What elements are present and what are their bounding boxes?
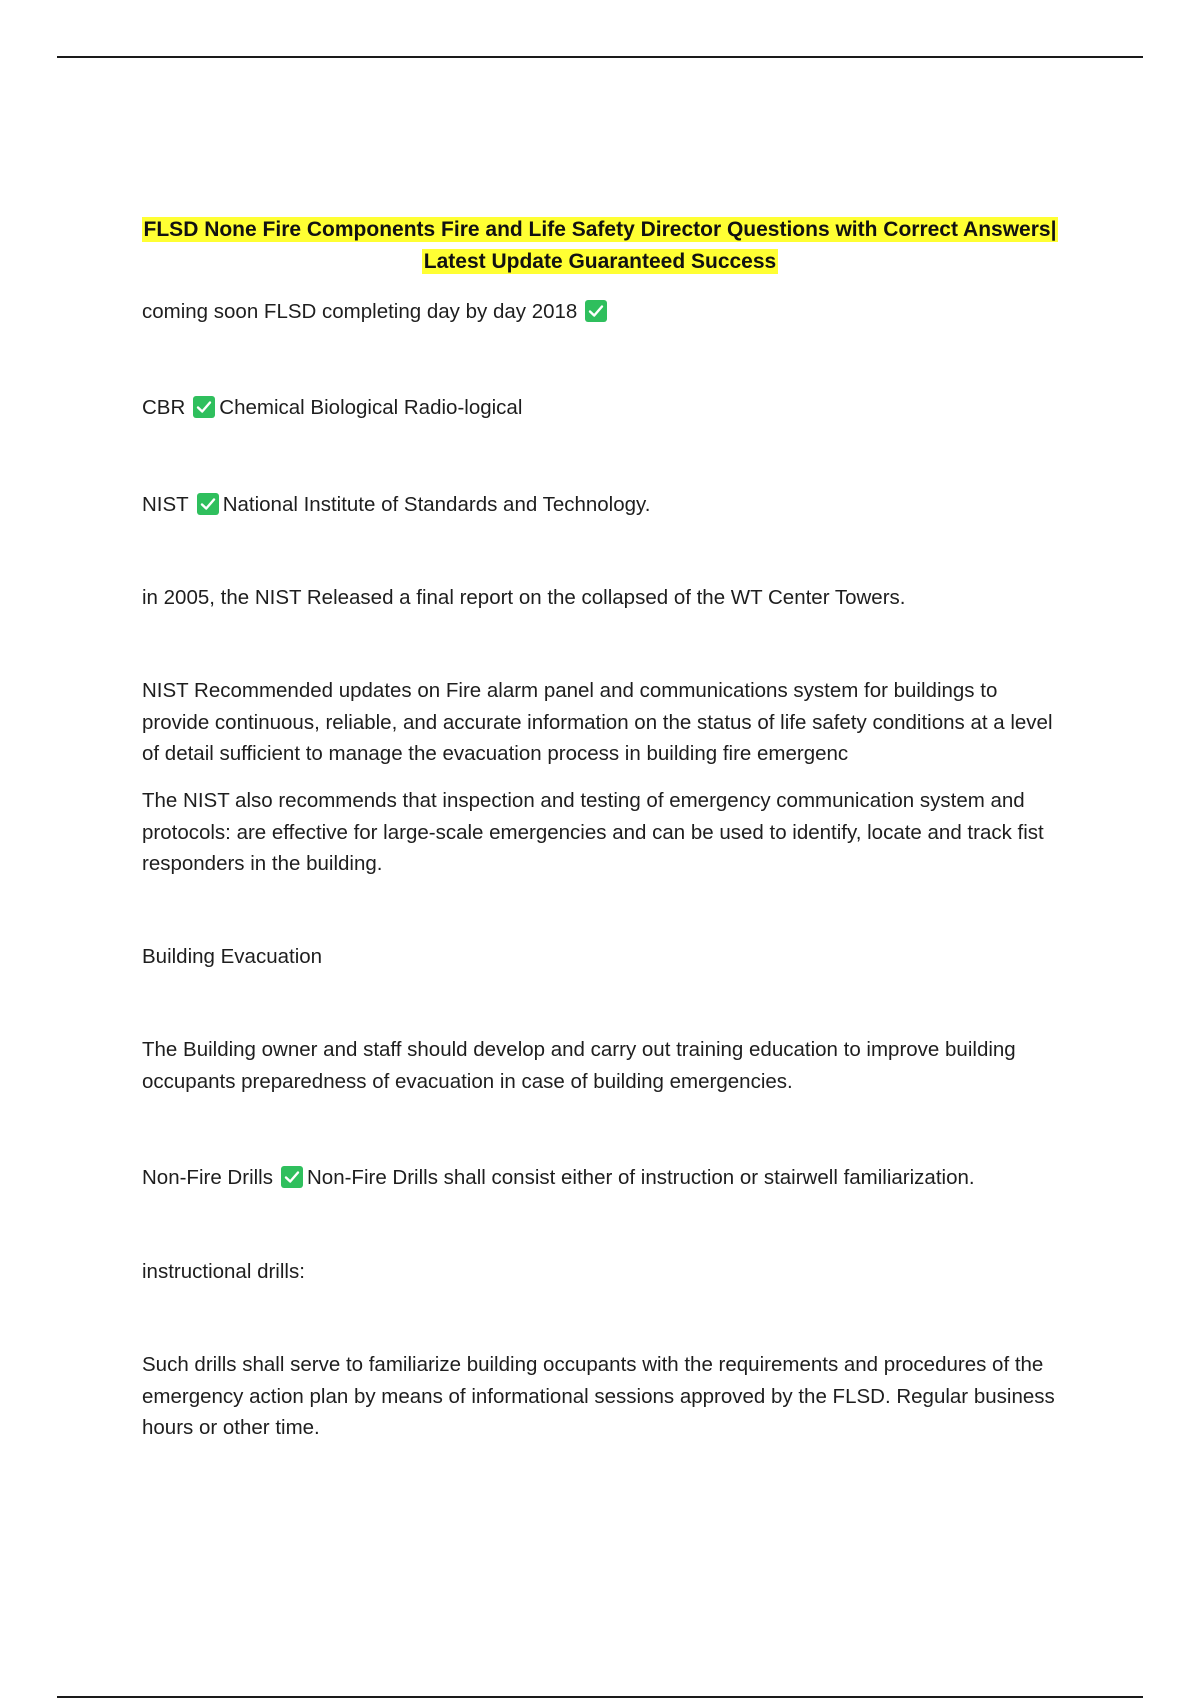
non-fire-drills-definition: Non-Fire Drills shall consist either of instruction or stairwell familiarization. [306, 1166, 975, 1189]
coming-soon-text: coming soon FLSD completing day by day 2018 [142, 300, 578, 323]
nist-definition: National Institute of Standards and Technology. [222, 493, 651, 516]
building-evacuation-paragraph: The Building owner and staff should develop and carry out training education to improve building occupants preparedness of evacuation in case of building emergencies. [142, 1038, 1016, 1093]
cbr-line [142, 392, 1062, 424]
nist-term: NIST [142, 493, 189, 516]
non-fire-drills-term: Non-Fire Drills [142, 1166, 273, 1189]
nist-line [142, 489, 1062, 521]
cbr-term: CBR [142, 396, 186, 419]
instructional-drills-paragraph: Such drills shall serve to familiarize building occupants with the requirements and procedures of the emergency action plan by means of informational sessions approved by the FLSD. Regular business hours or other time. [142, 1353, 1055, 1439]
nist-recommended-paragraph: NIST Recommended updates on Fire alarm panel and communications system for buildings to provide continuous, reliable, and accurate information on the status of life safety conditions at a level of detail sufficient to manage the evacuation process in building fire emergenc [142, 679, 1053, 765]
document-title [130, 214, 1070, 278]
instructional-drills-heading: instructional drills: [142, 1260, 305, 1283]
cbr-definition: Chemical Biological Radio-logical [219, 396, 523, 419]
title-line-1: FLSD None Fire Components Fire and Life Safety Director Questions with Correct Answers| [143, 218, 1057, 241]
check-icon [585, 300, 607, 322]
check-icon [281, 1166, 303, 1188]
building-evacuation-heading: Building Evacuation [142, 945, 323, 968]
bottom-rule [57, 1696, 1143, 1698]
check-icon [193, 396, 215, 418]
check-icon [197, 493, 219, 515]
nist-report-paragraph: in 2005, the NIST Released a final report on the collapsed of the WT Center Towers. [142, 586, 906, 609]
non-fire-drills-line [142, 1162, 1062, 1194]
coming-soon-line [142, 296, 1062, 328]
nist-also-paragraph: The NIST also recommends that inspection and testing of emergency communication system and protocols: are effective for large-scale emergencies and can be used to identify, locate and track fist responders in the building. [142, 789, 1044, 875]
title-line-2: Latest Update Guaranteed Success [423, 250, 777, 273]
top-rule [57, 56, 1143, 58]
